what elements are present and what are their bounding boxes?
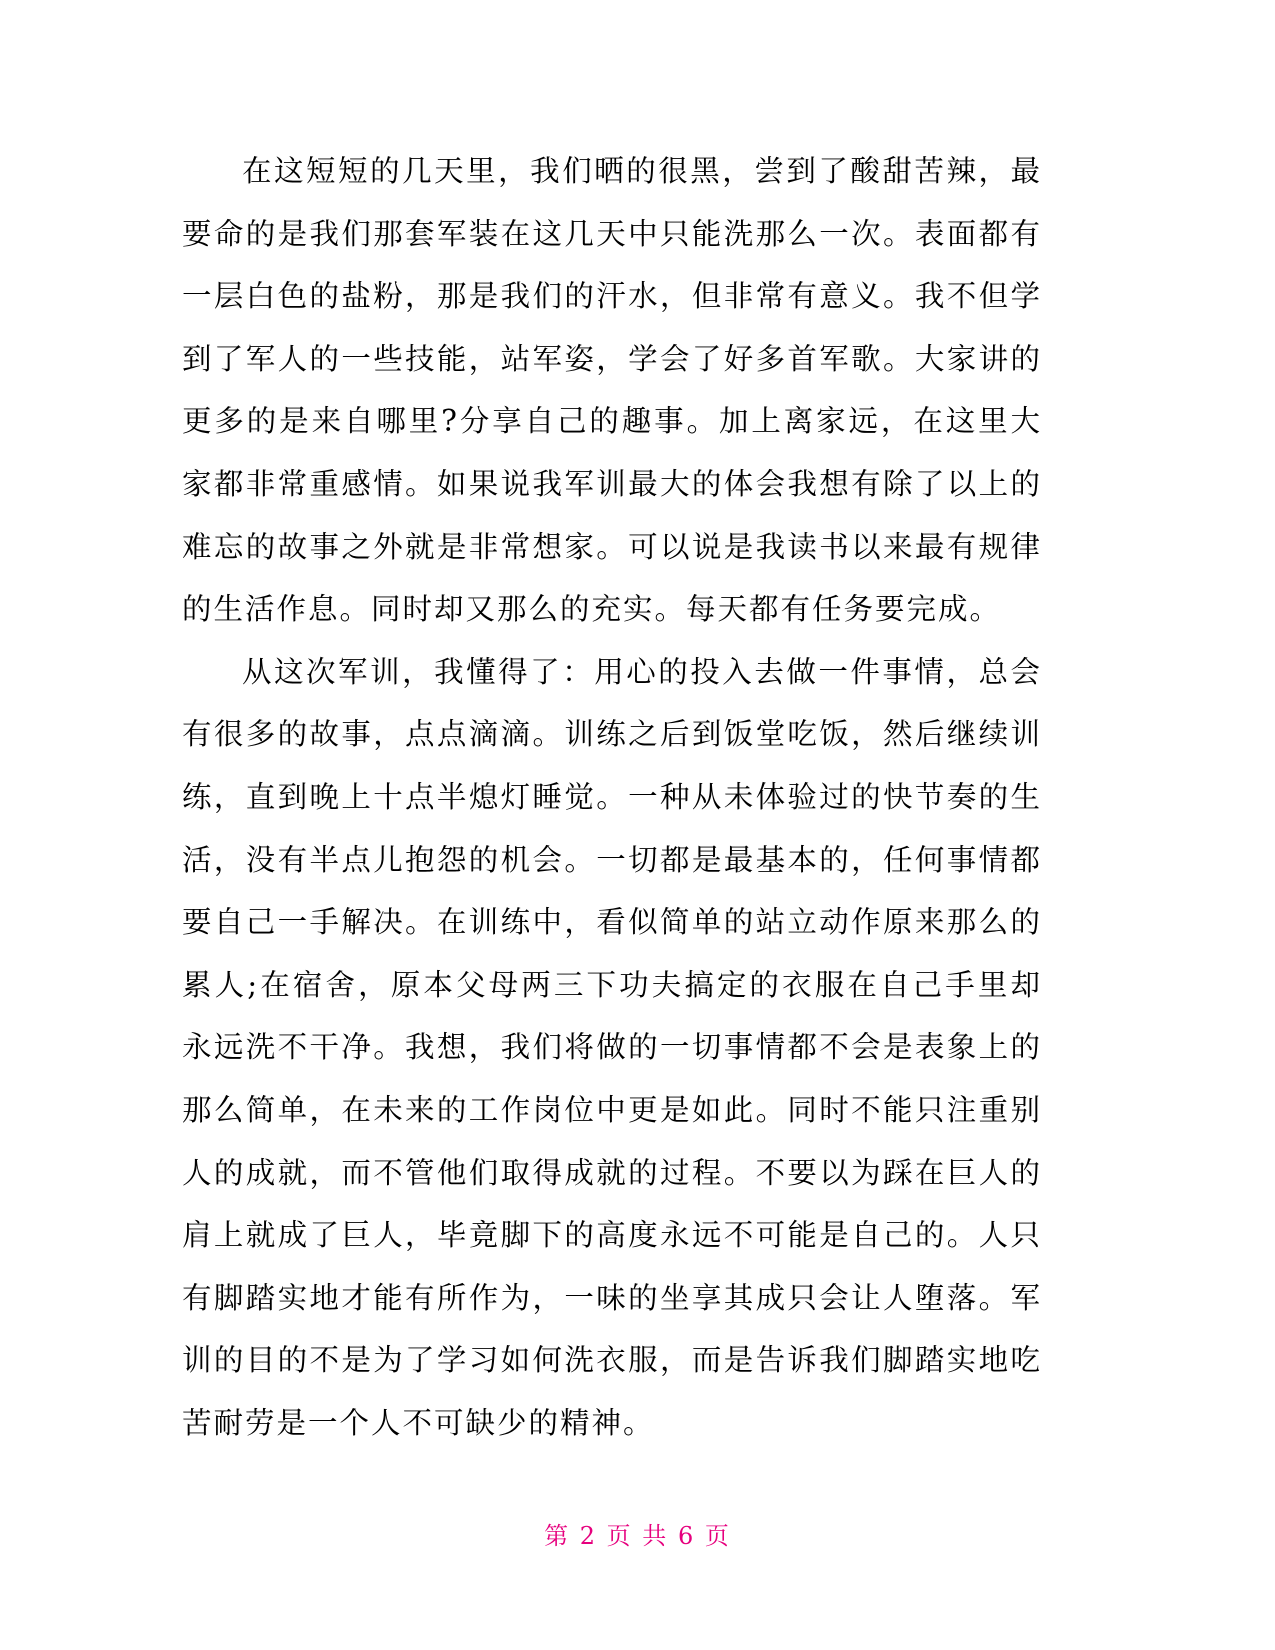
paragraph-2: 从这次军训，我懂得了：用心的投入去做一件事情，总会有很多的故事，点点滴滴。训练之后到饭堂吃饭，然后继续训练，直到晚上十点半熄灯睡觉。一种从未体验过的快节奏的生活，没有半点儿抱怨的机会。一切都是最基本的，任何事情都要自己一手解决。在训练中，看似简单的站立动作原来那么的累人;在宿舍，原本父母两三下功夫搞定的衣服在自己手里却永远洗不干净。我想，我们将做的一切事情都不会是表象上的那么简单，在未来的工作岗位中更是如此。同时不能只注重别人的成就，而不管他们取得成就的过程。不要以为踩在巨人的肩上就成了巨人，毕竟脚下的高度永远不可能是自己的。人只有脚踏实地才能有所作为，一味的坐享其成只会让人堕落。军训的目的不是为了学习如何洗衣服，而是告诉我们脚踏实地吃苦耐劳是一个人不可缺少的精神。 [182, 654, 1042, 1440]
page-number-footer: 第 2 页 共 6 页 [544, 1522, 731, 1550]
document-body [182, 140, 1042, 1454]
paragraph-1: 在这短短的几天里，我们晒的很黑，尝到了酸甜苦辣，最要命的是我们那套军装在这几天中只能洗那么一次。表面都有一层白色的盐粉，那是我们的汗水，但非常有意义。我不但学到了军人的一些技能，站军姿，学会了好多首军歌。大家讲的更多的是来自哪里?分享自己的趣事。加上离家远，在这里大家都非常重感情。如果说我军训最大的体会我想有除了以上的难忘的故事之外就是非常想家。可以说是我读书以来最有规律的生活作息。同时却又那么的充实。每天都有任务要完成。 [182, 154, 1042, 627]
